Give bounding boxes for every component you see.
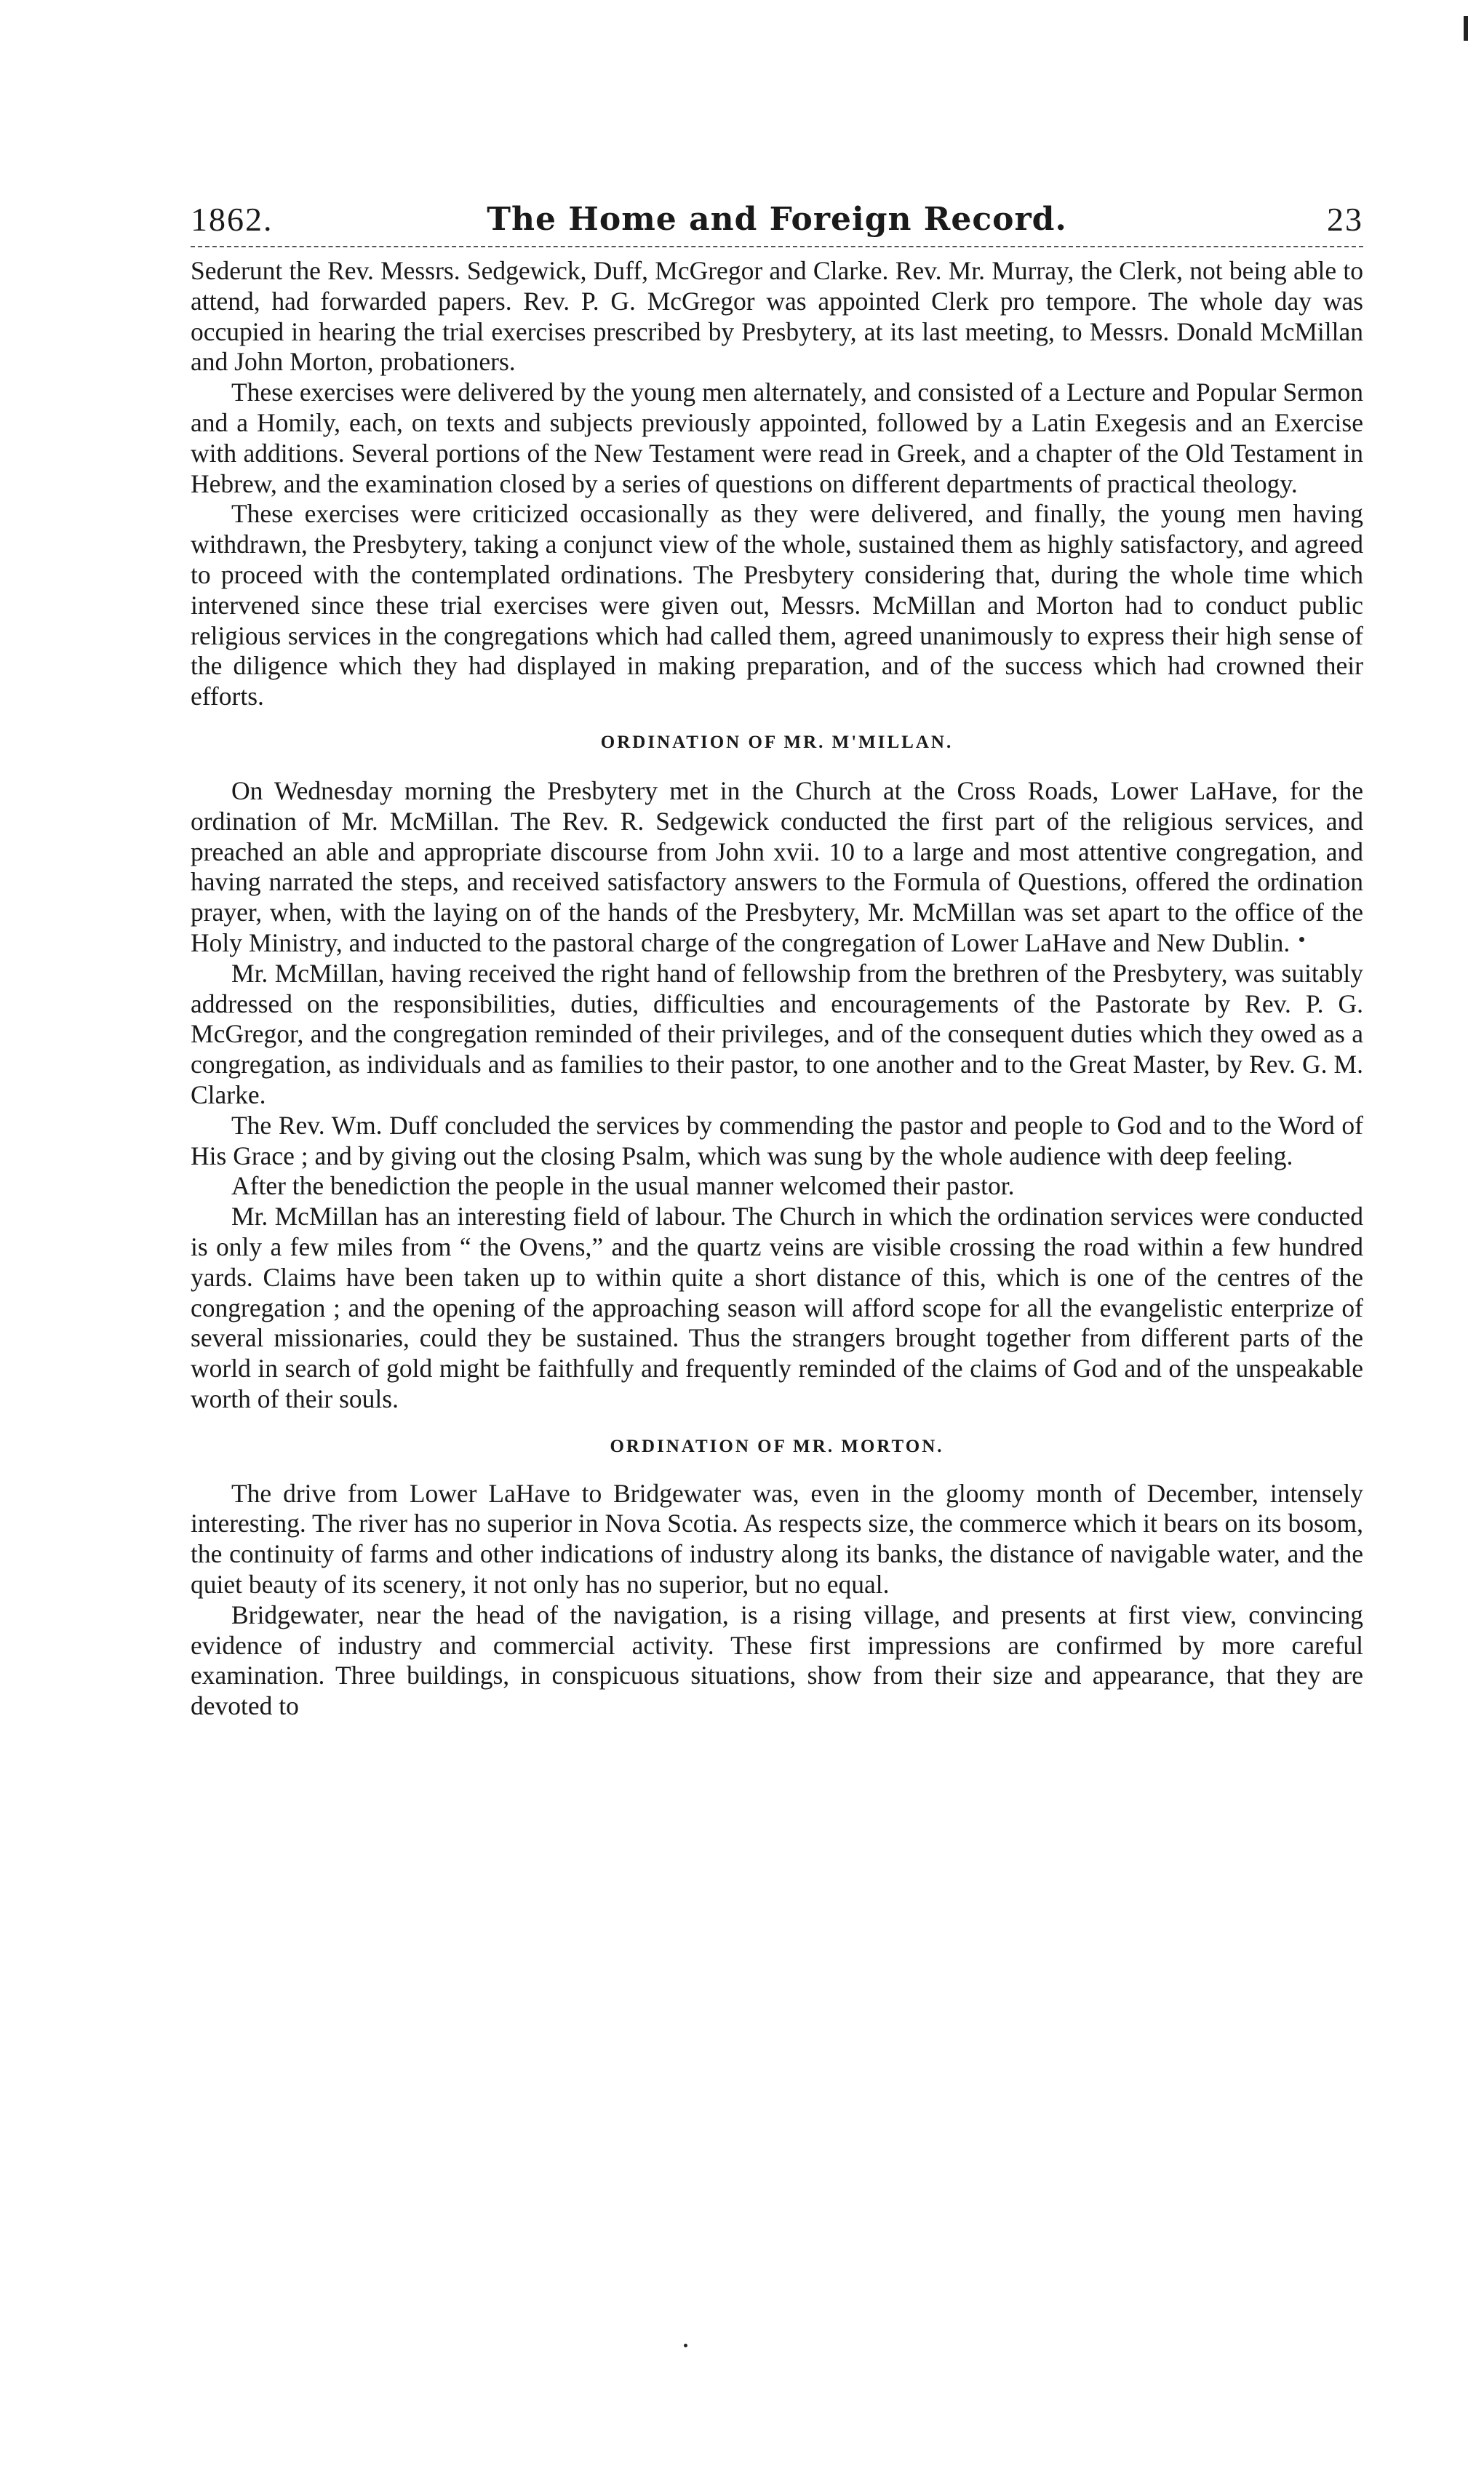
header-year: 1862. (191, 201, 274, 238)
section-heading-morton: ORDINATION OF MR. MORTON. (610, 1436, 944, 1456)
corner-mark (1464, 16, 1468, 41)
ink-dot (684, 2344, 687, 2347)
paragraph: These exercises were delivered by the young men alternately, and consisted of a Lecture and Popular Sermon and a Homily, each, on texts and subjects previously appointed, followed by a Latin Exegesis and an Exercise with additions. Several portions of the New Testament were read in Greek, and a chapter of the Old Testament in Hebrew, and the examination closed by a series of questions on different departments of practical theology. (191, 378, 1363, 498)
header-rule (191, 246, 1363, 247)
section-heading-mcmillan: ORDINATION OF MR. M'MILLAN. (600, 732, 954, 752)
paragraph: Mr. McMillan has an interesting field of labour. The Church in which the ordination services were conducted is only a few miles from “ the Ovens,” and the quartz veins are visible crossing the road within a few hundred yards. Claims have been taken up to within quite a short distance of this, which is one of the centres of the congregation ; and the opening of the approaching season will afford scope for all the evangelistic enterprize of several missionaries, could they be sustained. Thus the strangers brought together from different parts of the world in search of gold might be faithfully and frequently reminded of the claims of God and of the unspeakable worth of their souls. (191, 1202, 1363, 1413)
page-number: 23 (1327, 201, 1363, 238)
article-body (191, 256, 1363, 1722)
paragraph: Mr. McMillan, having received the right hand of fellowship from the brethren of the Presbytery, was suitably addressed on the responsibilities, duties, difficulties and encouragements of the Pastorate by Rev. P. G. McGregor, and the congregation reminded of their privileges, and of the consequent duties which they owed as a congregation, as individuals and as families to their pastor, to one another and to the Great Master, by Rev. G. M. Clarke. (191, 958, 1363, 1109)
paragraph: On Wednesday morning the Presbytery met in the Church at the Cross Roads, Lower LaHave, for the ordination of Mr. McMillan. The Rev. R. Sedgewick conducted the first part of the religious services, and preached an able and appropriate discourse from John xvii. 10 to a large and most attentive congregation, and having narrated the steps, and received satisfactory answers to the Formula of Questions, offered the ordination prayer, when, with the laying on of the hands of the Presbytery, Mr. McMillan was set apart to the office of the Holy Ministry, and inducted to the pastoral charge of the congregation of Lower LaHave and New Dublin. (191, 775, 1363, 957)
paragraph: The drive from Lower LaHave to Bridgewater was, even in the gloomy month of December, intensely interesting. The river has no superior in Nova Scotia. As respects size, the commerce which it bears on its bosom, the continuity of farms and other indications of industry along its banks, the distance of navigable water, and the quiet beauty of its scenery, it not only has no superior, but no equal. (191, 1478, 1363, 1600)
paragraph: These exercises were criticized occasionally as they were delivered, and finally, the young men having withdrawn, the Presbytery, taking a conjunct view of the whole, sustained them as highly satisfactory, and agreed to proceed with the contemplated ordinations. The Presbytery considering that, during the whole time which intervened since these trial exercises were given out, Messrs. McMillan and Morton had to conduct public religious services in the congregations which had called them, agreed unanimously to express their high sense of the diligence which they had displayed in making preparation, and of the success which had crowned their efforts. (191, 499, 1363, 711)
header-title: The Home and Foreign Record. (487, 201, 1067, 238)
paragraph: Bridgewater, near the head of the navigation, is a rising village, and presents at first view, convincing evidence of industry and commercial activity. These first impressions are confirmed by more careful examination. Three buildings, in conspicuous situations, show from their size and appearance, that they are devoted to (191, 1600, 1363, 1721)
paragraph: Sederunt the Rev. Messrs. Sedgewick, Duff, McGregor and Clarke. Rev. Mr. Murray, the Clerk, not being able to attend, had forwarded papers. Rev. P. G. McGregor was appointed Clerk pro tempore. The whole day was occupied in hearing the trial exercises prescribed by Presbytery, at its last meeting, to Messrs. Donald McMillan and John Morton, probationers. (191, 256, 1363, 377)
running-header (191, 198, 1363, 241)
paragraph: After the benediction the people in the usual manner welcomed their pastor. (231, 1171, 1015, 1201)
paragraph: The Rev. Wm. Duff concluded the services by commending the pastor and people to God and to the Word of His Grace ; and by giving out the closing Psalm, which was sung by the whole audience with deep feeling. (191, 1110, 1363, 1170)
ink-dot (1299, 937, 1304, 942)
